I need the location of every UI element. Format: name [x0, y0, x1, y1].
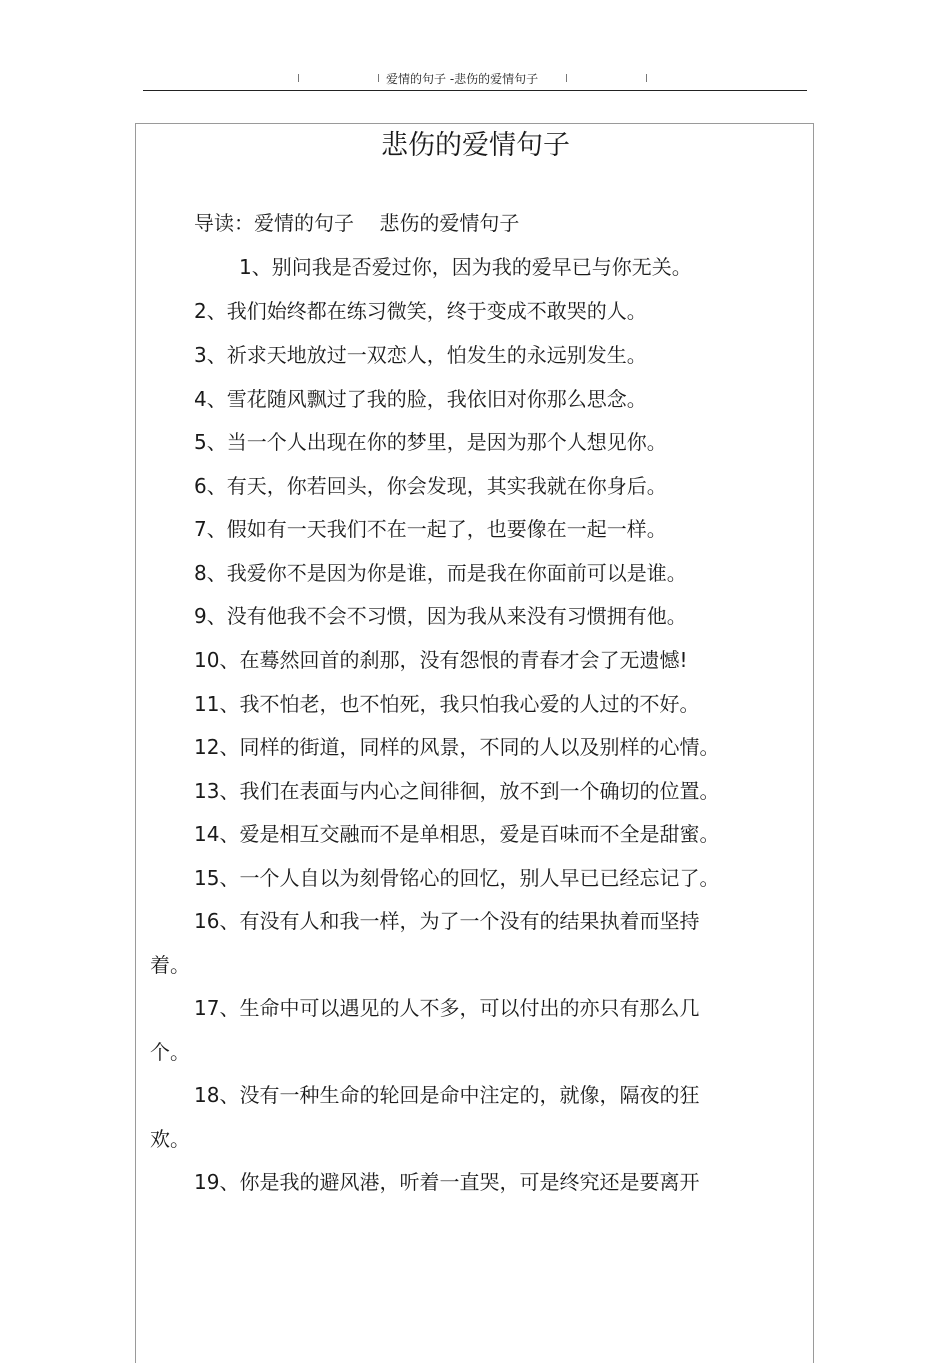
list-item-continuation: 欢。 — [150, 1127, 190, 1151]
document-title: 悲伤的爱情句子 — [381, 130, 570, 161]
list-item: 4、雪花随风飘过了我的脸，我依旧对你那么思念。 — [194, 387, 647, 411]
list-item: 18、没有一种生命的轮回是命中注定的，就像，隔夜的狂 — [194, 1083, 700, 1107]
list-item: 3、祈求天地放过一双恋人，怕发生的永远别发生。 — [194, 343, 647, 367]
header-tick-right — [646, 74, 647, 82]
list-item: 17、生命中可以遇见的人不多，可以付出的亦只有那么几 — [194, 996, 700, 1020]
list-item: 13、我们在表面与内心之间徘徊，放不到一个确切的位置。 — [194, 779, 720, 803]
list-item: 2、我们始终都在练习微笑，终于变成不敢哭的人。 — [194, 299, 647, 323]
list-item: 6、有天，你若回头，你会发现，其实我就在你身后。 — [194, 474, 667, 498]
list-item: 10、在蓦然回首的刹那，没有怨恨的青春才会了无遗憾! — [194, 648, 688, 672]
list-item: 7、假如有一天我们不在一起了，也要像在一起一样。 — [194, 517, 667, 541]
running-title: 爱情的句子 -悲伤的爱情句子 — [386, 72, 539, 86]
header-rule — [143, 90, 807, 91]
list-item: 14、爱是相互交融而不是单相思，爱是百味而不全是甜蜜。 — [194, 822, 720, 846]
list-item: 11、我不怕老，也不怕死，我只怕我心爱的人过的不好。 — [194, 692, 700, 716]
list-item: 1、别问我是否爱过你，因为我的爱早已与你无关。 — [239, 255, 692, 279]
intro-line: 导读：爱情的句子 悲伤的爱情句子 — [194, 211, 520, 235]
list-item-continuation: 着。 — [150, 953, 190, 977]
header-tick-mid-right — [566, 74, 567, 82]
header-tick-mid-left — [378, 74, 379, 82]
list-item: 19、你是我的避风港，听着一直哭，可是终究还是要离开 — [194, 1170, 700, 1194]
document-body — [135, 123, 814, 1363]
page-header — [0, 60, 950, 92]
list-item-continuation: 个。 — [150, 1040, 190, 1064]
list-item: 9、没有他我不会不习惯，因为我从来没有习惯拥有他。 — [194, 604, 687, 628]
list-item: 5、当一个人出现在你的梦里，是因为那个人想见你。 — [194, 430, 667, 454]
list-item: 16、有没有人和我一样，为了一个没有的结果执着而坚持 — [194, 909, 700, 933]
list-item: 15、一个人自以为刻骨铭心的回忆，别人早已已经忘记了。 — [194, 866, 720, 890]
list-item: 12、同样的街道，同样的风景，不同的人以及别样的心情。 — [194, 735, 720, 759]
header-tick-left — [298, 74, 299, 82]
list-item: 8、我爱你不是因为你是谁，而是我在你面前可以是谁。 — [194, 561, 687, 585]
